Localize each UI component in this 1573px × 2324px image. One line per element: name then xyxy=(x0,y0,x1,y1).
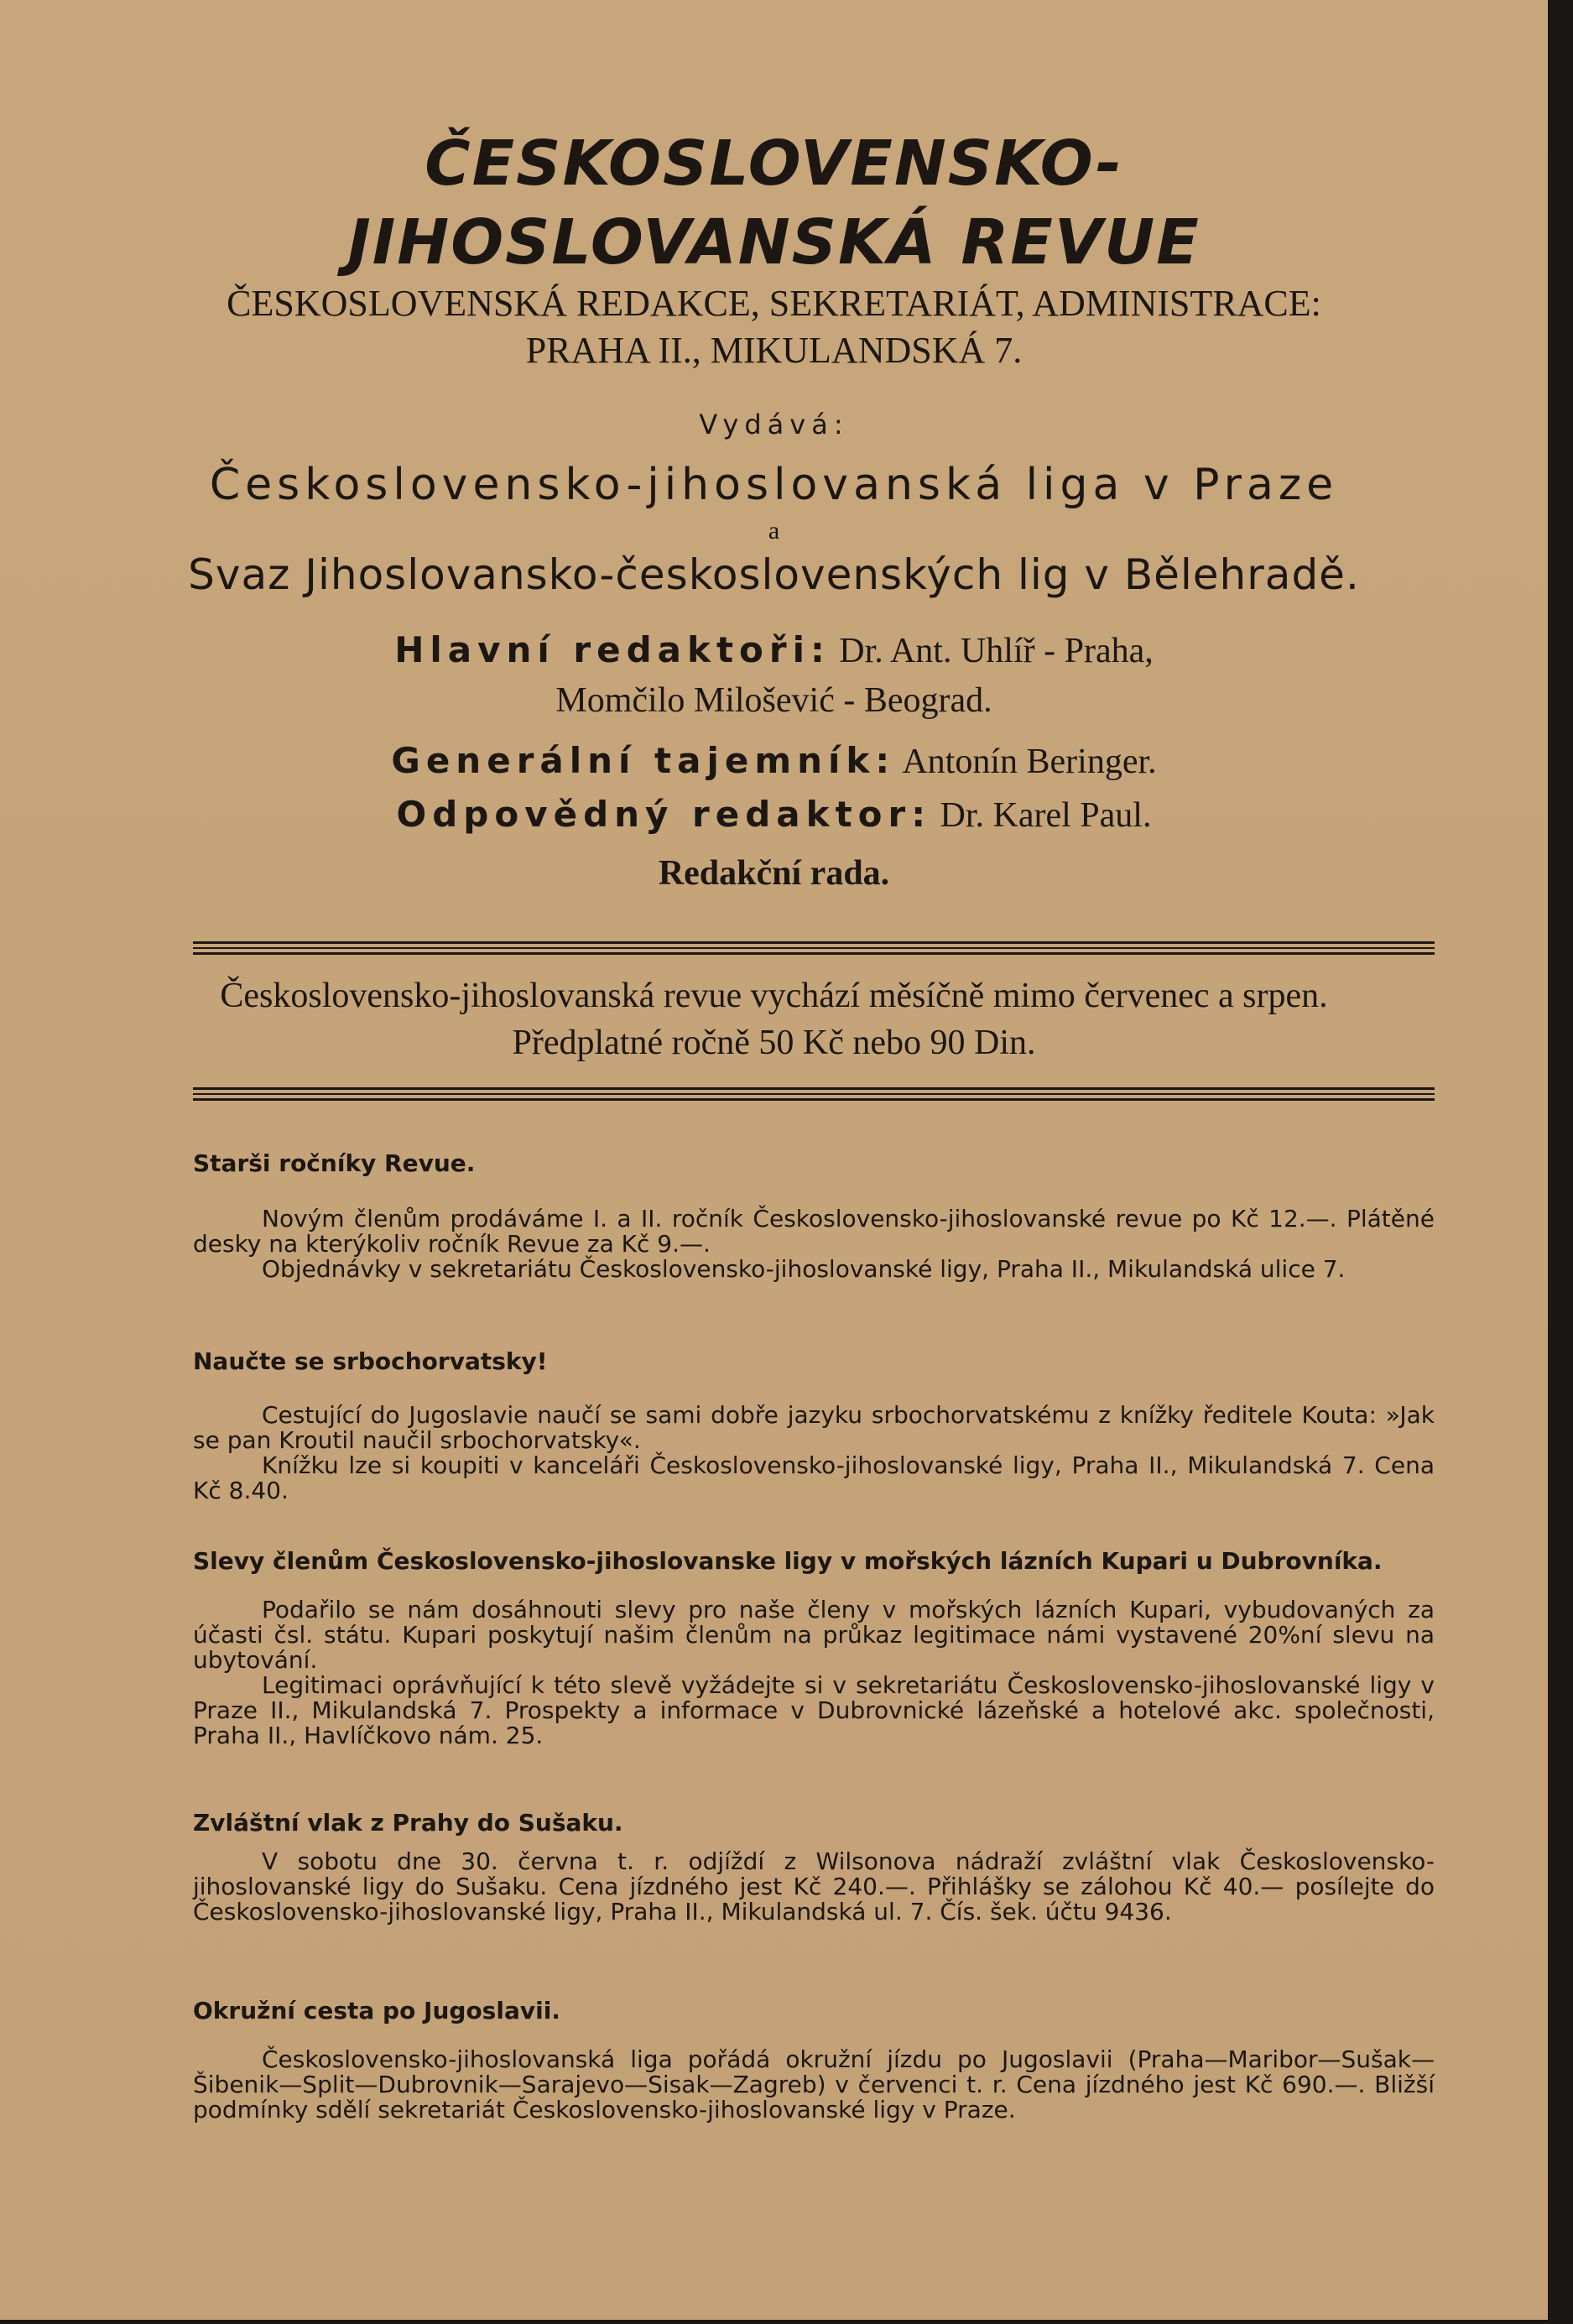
responsible-editor-line xyxy=(0,794,1548,835)
notice-paragraph: Objednávky v sekretariátu Československo-jihoslovanské ligy, Praha II., Mikulandská ulice 7. xyxy=(262,1255,1346,1283)
notice-paragraph: Československo-jihoslovanská liga pořádá okružní jízdu po Jugoslavii (Praha—Maribor—Sušak—Šibenik—Split—Dubrovnik—Sarajevo—Sisak—Zagreb) v červenci t. r. Cena jízdného jest Kč 690.—. Bližší podmínky sdělí sekretariát Československo-jihoslovanské ligy v Praze. xyxy=(193,2045,1435,2123)
general-secretary-line xyxy=(0,740,1548,781)
notice-paragraph: Legitimaci oprávňující k této slevě vyžádejte si v sekretariátu Československo-jihoslovanské ligy v Praze II., Mikulandská 7. Prospekty a informace v Dubrovnické lázeňské a hotelové akc. společnosti, Praha II., Havlíčkovo nám. 25. xyxy=(193,1671,1435,1749)
notice-body xyxy=(193,1206,1435,1282)
notice-paragraph: Podařilo se nám dosáhnouti slevy pro naše členy v mořských lázních Kupari, vybudovaných za účasti čsl. státu. Kupari poskytují našim členům na průkaz legitimace námi vystavené 20%ní slevu na ubytování. xyxy=(193,1596,1435,1674)
masthead-address-line1: ČESKOSLOVENSKÁ REDAKCE, SEKRETARIÁT, ADMINISTRACE: xyxy=(227,283,1321,324)
notice-body xyxy=(193,1849,1435,1925)
notice-heading: Naučte se srbochorvatsky! xyxy=(193,1347,548,1375)
responsible-editor-name: Dr. Karel Paul. xyxy=(940,796,1152,835)
notice-body xyxy=(193,2047,1435,2123)
publisher-label: Vydává: xyxy=(699,409,849,440)
chief-editors-label: Hlavní redaktoři: xyxy=(394,629,831,670)
masthead-title-line1: ČESKOSLOVENSKO- xyxy=(425,128,1123,200)
double-rule-bottom xyxy=(193,1087,1435,1101)
chief-editor-name2: Momčilo Milošević - Beograd. xyxy=(555,681,992,720)
notice-body xyxy=(193,1597,1435,1748)
general-secretary-label: Generální tajemník: xyxy=(391,740,896,781)
notice-heading: Starši ročníky Revue. xyxy=(193,1149,476,1177)
chief-editors-line1 xyxy=(0,629,1548,670)
editorial-board: Redakční rada. xyxy=(658,854,890,893)
notice-paragraph: Novým členům prodáváme I. a II. ročník Československo-jihoslovanské revue po Kč 12.—. Plátěné desky na kterýkoliv ročník Revue za Kč 9.—. xyxy=(193,1205,1435,1258)
chief-editor-name1: Dr. Ant. Uhlíř - Praha, xyxy=(839,632,1154,670)
publisher-org1: Československo-jihoslovanská liga v Praze xyxy=(209,460,1339,510)
notice-heading: Slevy členům Československo-jihoslovanske ligy v mořských lázních Kupari u Dubrovníka. xyxy=(193,1547,1383,1575)
publisher-org2: Svaz Jihoslovansko-československých lig v Bělehradě. xyxy=(188,550,1360,599)
double-rule-top xyxy=(193,941,1435,955)
notice-heading: Okružní cesta po Jugoslavii. xyxy=(193,1997,560,2024)
masthead-address-line2: PRAHA II., MIKULANDSKÁ 7. xyxy=(525,330,1023,371)
subscription-line1: Československo-jihoslovanská revue vychází měsíčně mimo červenec a srpen. xyxy=(220,977,1328,1015)
notice-paragraph: V sobotu dne 30. června t. r. odjíždí z Wilsonova nádraží zvláštní vlak Československo-jihoslovanské ligy do Sušaku. Cena jízdného jest Kč 240.—. Přihlášky se zálohou Kč 40.— posílejte do Československo-jihoslovanské ligy, Praha II., Mikulandská ul. 7. Čís. šek. účtu 9436. xyxy=(193,1847,1435,1925)
notice-heading: Zvláštní vlak z Prahy do Sušaku. xyxy=(193,1809,623,1837)
subscription-line2: Předplatné ročně 50 Kč nebo 90 Din. xyxy=(512,1024,1036,1062)
notice-paragraph: Knížku lze si koupiti v kanceláři Československo-jihoslovanské ligy, Praha II., Mikulandská 7. Cena Kč 8.40. xyxy=(193,1451,1435,1504)
notice-paragraph: Cestující do Jugoslavie naučí se sami dobře jazyku srbochorvatskému z knížky ředitele Kouta: »Jak se pan Kroutil naučil srbochorvatsky«. xyxy=(193,1401,1435,1454)
responsible-editor-label: Odpovědný redaktor: xyxy=(396,794,932,835)
notice-body xyxy=(193,1403,1435,1503)
publisher-conjunction: a xyxy=(768,517,780,545)
general-secretary-name: Antonín Beringer. xyxy=(902,743,1157,781)
masthead-title-line2: JIHOSLOVANSKÁ REVUE xyxy=(347,206,1201,279)
